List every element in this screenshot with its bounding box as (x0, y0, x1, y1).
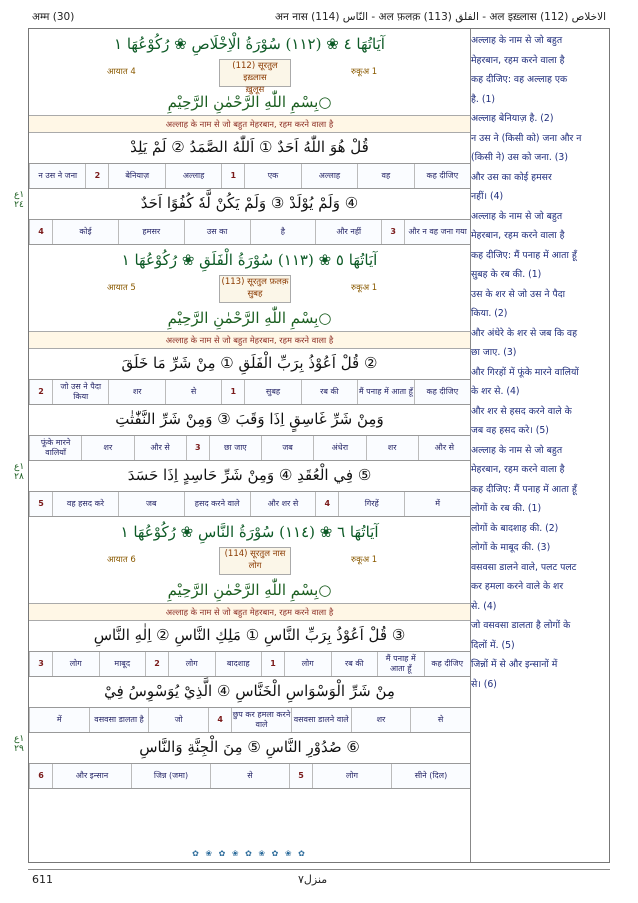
word-translation-row (29, 707, 470, 733)
word-cell: 3 (186, 436, 209, 460)
surah-name-box: (113) सूरतुल फ़लक़ सुबह (219, 275, 291, 303)
end-ornament: ✿ ❀ ✿ ❀ ✿ ❀ ✿ ❀ ✿ (192, 849, 307, 858)
word-cell: और इन्सान (52, 764, 131, 788)
word-cell: छा जाए (209, 436, 261, 460)
translation-line: लोगों के माबूद की. (3) (471, 542, 551, 553)
surah-title-113: آیَاتُهَا ٥ ❀ (١١٣) سُوْرَةُ الْفَلَقِ ❀ رُكُوْعُهَا ١ (121, 251, 378, 269)
ruku-mark: ١ع ٢٨ (14, 462, 25, 482)
word-cell: वसवसा डालने वाले (291, 708, 351, 732)
word-cell: मैं पनाह में आता हूँ (377, 652, 424, 676)
ruku-mark: ١ع ٢٩ (14, 734, 25, 754)
bismillah: بِسْمِ اللّٰهِ الرَّحْمٰنِ الرَّحِيْمِ○ (167, 309, 332, 327)
word-cell: वह (357, 164, 413, 188)
page-number: 611 (32, 873, 53, 886)
bismillah-translation: अल्लाह के नाम से जो बहुत मेहरबान, रहम करने वाला है (29, 115, 470, 133)
word-cell: 2 (85, 164, 108, 188)
ayat-count: आयात 4 (107, 67, 136, 77)
translation-line: है. (1) (471, 93, 496, 105)
word-cell: फूंके मारने वालियाँ (29, 436, 81, 460)
word-cell: और नहीं (315, 220, 381, 244)
translation-line: दिलों में. (5) (471, 639, 515, 651)
arabic-line: فِي الْعُقَدِ ④ وَمِنْ شَرِّ حَاسِدٍ اِذَا حَسَدَ ⑤ (127, 466, 372, 484)
word-cell: सुबह (244, 380, 300, 404)
word-cell: अल्लाह (301, 164, 357, 188)
word-cell: से (410, 708, 470, 732)
word-cell: माबूद (99, 652, 146, 676)
translation-line: लोगों के रब की. (1) (471, 503, 542, 514)
word-cell: 4 (315, 492, 338, 516)
ruku-mark: ١ع ٢٤ (14, 190, 25, 210)
word-cell: वसवसा डालता है (89, 708, 149, 732)
word-cell: में (29, 708, 89, 732)
surah-info-114 (29, 545, 470, 575)
word-cell: बेनियाज़ (108, 164, 164, 188)
word-cell: 2 (29, 380, 52, 404)
translation-line: मेहरबान, रहम करने वाला है (471, 54, 565, 66)
word-cell: छुप कर हमला करने वाले (231, 708, 291, 732)
word-cell: से (165, 380, 221, 404)
bismillah-translation: अल्लाह के नाम से जो बहुत मेहरबान, रहम करने वाला है (29, 331, 470, 349)
arabic-column (29, 29, 471, 862)
translation-line: किया. (2) (471, 308, 508, 319)
arabic-line: مِنْ شَرِّ الْوَسْوَاسِ الْخَنَّاسِ ④ الَّذِيْ يُوَسْوِسُ فِيْ (104, 682, 395, 700)
translation-line: कर हमला करने वाले के शर (471, 581, 564, 592)
translation-line: अल्लाह के नाम से जो बहुत (471, 210, 563, 222)
translation-line: लोगों के बादशाह की. (2) (471, 522, 559, 534)
header-juz: अम्म (30) (32, 11, 75, 23)
word-cell: 1 (221, 380, 244, 404)
translation-line: अल्लाह के नाम से जो बहुत (471, 35, 563, 46)
word-cell: 1 (221, 164, 244, 188)
translation-line: कह दीजिए: मैं पनाह में आता हूँ (471, 483, 577, 495)
arabic-line: قُلْ اَعُوْذُ بِرَبِّ النَّاسِ ① مَلِكِ النَّاسِ ② اِلٰهِ النَّاسِ ③ (93, 626, 406, 644)
word-translation-row (29, 219, 470, 245)
translation-line: से. (4) (471, 600, 497, 612)
translation-line: सुबह के रब की. (1) (471, 269, 542, 280)
word-cell: कह दीजिए (414, 380, 470, 404)
word-cell: कोई (52, 220, 118, 244)
arabic-line: قُلْ اَعُوْذُ بِرَبِّ الْفَلَقِ ① مِنْ شَرِّ مَا خَلَقَ ② (121, 354, 378, 372)
word-cell: हसद करने वाले (184, 492, 250, 516)
word-cell: शर (351, 708, 411, 732)
word-cell: जब (261, 436, 313, 460)
word-cell: लोग (168, 652, 215, 676)
translation-line: (किसी ने) उस को जना. (3) (471, 152, 568, 163)
ayat-count: आयात 5 (107, 283, 136, 293)
word-cell: मैं पनाह में आता हूँ (357, 380, 413, 404)
word-cell: एक (244, 164, 300, 188)
word-cell: कह दीजिए (424, 652, 471, 676)
translation-line: अल्लाह के नाम से जो बहुत (471, 444, 563, 456)
word-cell: से (210, 764, 289, 788)
word-cell: 3 (29, 652, 52, 676)
translation-line: मेहरबान, रहम करने वाला है (471, 464, 565, 475)
word-cell: शर (108, 380, 164, 404)
ruku-count: रुकूअ 1 (351, 283, 378, 293)
hindi-translation-column (471, 31, 609, 694)
manzil-label: منزل٧ (298, 873, 328, 886)
page-footer (28, 869, 610, 890)
translation-line: छा जाए. (3) (471, 347, 517, 358)
arabic-line: وَمِنْ شَرِّ غَاسِقٍ اِذَا وَقَبَ ③ وَمِنْ شَرِّ النَّفّٰثٰتِ (115, 410, 384, 428)
arabic-line: قُلْ هُوَ اللّٰهُ اَحَدٌ ① اَللّٰهُ الصَّمَدُ ② لَمْ يَلِدْ (130, 138, 369, 156)
translation-line: से। (6) (471, 678, 497, 690)
word-cell: और न वह जना गया (404, 220, 470, 244)
word-cell: 2 (145, 652, 168, 676)
translation-line: न उस ने (किसी को) जना और न (471, 132, 582, 144)
word-cell: 4 (208, 708, 231, 732)
ruku-count: रुकूअ 1 (351, 67, 378, 77)
word-cell: हमसर (118, 220, 184, 244)
word-cell: 5 (289, 764, 312, 788)
word-cell: जो उस ने पैदा किया (52, 380, 108, 404)
word-cell: लोग (284, 652, 331, 676)
translation-line: और उस का कोई हमसर (471, 171, 552, 183)
translation-line: कह दीजिए: वह अल्लाह एक (471, 74, 568, 85)
translation-line: मेहरबान, रहम करने वाला है (471, 230, 565, 241)
page-frame (28, 28, 610, 863)
surah-info-113 (29, 273, 470, 303)
word-translation-row (29, 491, 470, 517)
bismillah: بِسْمِ اللّٰهِ الرَّحْمٰنِ الرَّحِيْمِ○ (167, 581, 332, 599)
word-translation-row (29, 163, 470, 189)
word-cell: कह दीजिए (414, 164, 470, 188)
translation-line: के शर से. (4) (471, 386, 520, 397)
word-cell: 4 (29, 220, 52, 244)
translation-line: नहीं। (4) (471, 191, 504, 202)
header-surah-names: अन नास (114) النّاس - अल फ़लक़ (113) الفلق - अल इख़्लास (112) الاخلاص (275, 11, 606, 23)
ruku-count: रुकूअ 1 (351, 555, 378, 565)
word-cell: उस का (184, 220, 250, 244)
word-cell: अल्लाह (165, 164, 221, 188)
word-cell: है (250, 220, 316, 244)
word-cell: और से (134, 436, 186, 460)
page-header (28, 8, 610, 26)
word-cell: 3 (381, 220, 404, 244)
surah-name-box: (114) सूरतुल नास लोग (219, 547, 291, 575)
word-cell: बादशाह (215, 652, 262, 676)
translation-line: और अंधेरे के शर से जब कि वह (471, 327, 578, 339)
word-cell: जब (118, 492, 184, 516)
word-cell: सीने (दिल) (391, 764, 470, 788)
surah-name-box: (112) सूरतुल इख़्लास ख़ुलूस (219, 59, 291, 87)
translation-line: जब वह हसद करे। (5) (471, 425, 549, 436)
translation-line: और शर से हसद करने वाले के (471, 405, 572, 417)
word-cell: लोग (52, 652, 99, 676)
translation-line: अल्लाह बेनियाज़ है. (2) (471, 113, 554, 124)
arabic-line: صُدُوْرِ النَّاسِ ⑤ مِنَ الْجِنَّةِ وَالنَّاسِ ⑥ (139, 738, 360, 756)
translation-line: वसवसा डालने वाले, पलट पलट (471, 561, 577, 573)
translation-line: कह दीजिए: मैं पनाह में आता हूँ (471, 249, 577, 261)
word-cell: और से (418, 436, 470, 460)
surah-title-114: آیَاتُهَا ٦ ❀ (١١٤) سُوْرَةُ النَّاسِ ❀ رُكُوْعُهَا ١ (120, 523, 379, 541)
word-cell: जो (148, 708, 208, 732)
word-translation-row (29, 435, 470, 461)
ayat-count: आयात 6 (107, 555, 136, 565)
word-translation-row (29, 763, 470, 789)
translation-line: और गिरहों में फूंके मारने वालियों (471, 366, 579, 378)
surah-info-112 (29, 57, 470, 95)
word-cell: 6 (29, 764, 52, 788)
word-cell: न उस ने जना (29, 164, 85, 188)
word-cell: लोग (312, 764, 391, 788)
word-cell: 1 (261, 652, 284, 676)
word-cell: शर (366, 436, 418, 460)
word-cell: अंधेरा (313, 436, 365, 460)
surah-title-112: آیَاتُهَا ٤ ❀ (١١٢) سُوْرَةُ الْاِخْلَاصِ ❀ رُكُوْعُهَا ١ (114, 35, 385, 53)
bismillah: بِسْمِ اللّٰهِ الرَّحْمٰنِ الرَّحِيْمِ○ (167, 93, 332, 111)
word-cell: रब की (331, 652, 378, 676)
word-cell: शर (81, 436, 133, 460)
bismillah-translation: अल्लाह के नाम से जो बहुत मेहरबान, रहम करने वाला है (29, 603, 470, 621)
word-cell: वह हसद करे (52, 492, 118, 516)
translation-line: जो वसवसा डालता है लोगों के (471, 620, 571, 631)
translation-line: जिन्नों में से और इन्सानों में (471, 659, 558, 670)
word-cell: में (404, 492, 470, 516)
word-cell: रब की (301, 380, 357, 404)
arabic-line: وَلَمْ يُوْلَدْ ③ وَلَمْ يَكُنْ لَّهٗ كُفُوًا اَحَدٌ ④ (140, 194, 359, 212)
word-cell: 5 (29, 492, 52, 516)
word-cell: और शर से (250, 492, 316, 516)
translation-line: उस के शर से जो उस ने पैदा (471, 288, 566, 300)
word-translation-row (29, 379, 470, 405)
word-translation-row (29, 651, 470, 677)
word-cell: जिन्न (जमा) (131, 764, 210, 788)
word-cell: गिरहें (338, 492, 404, 516)
